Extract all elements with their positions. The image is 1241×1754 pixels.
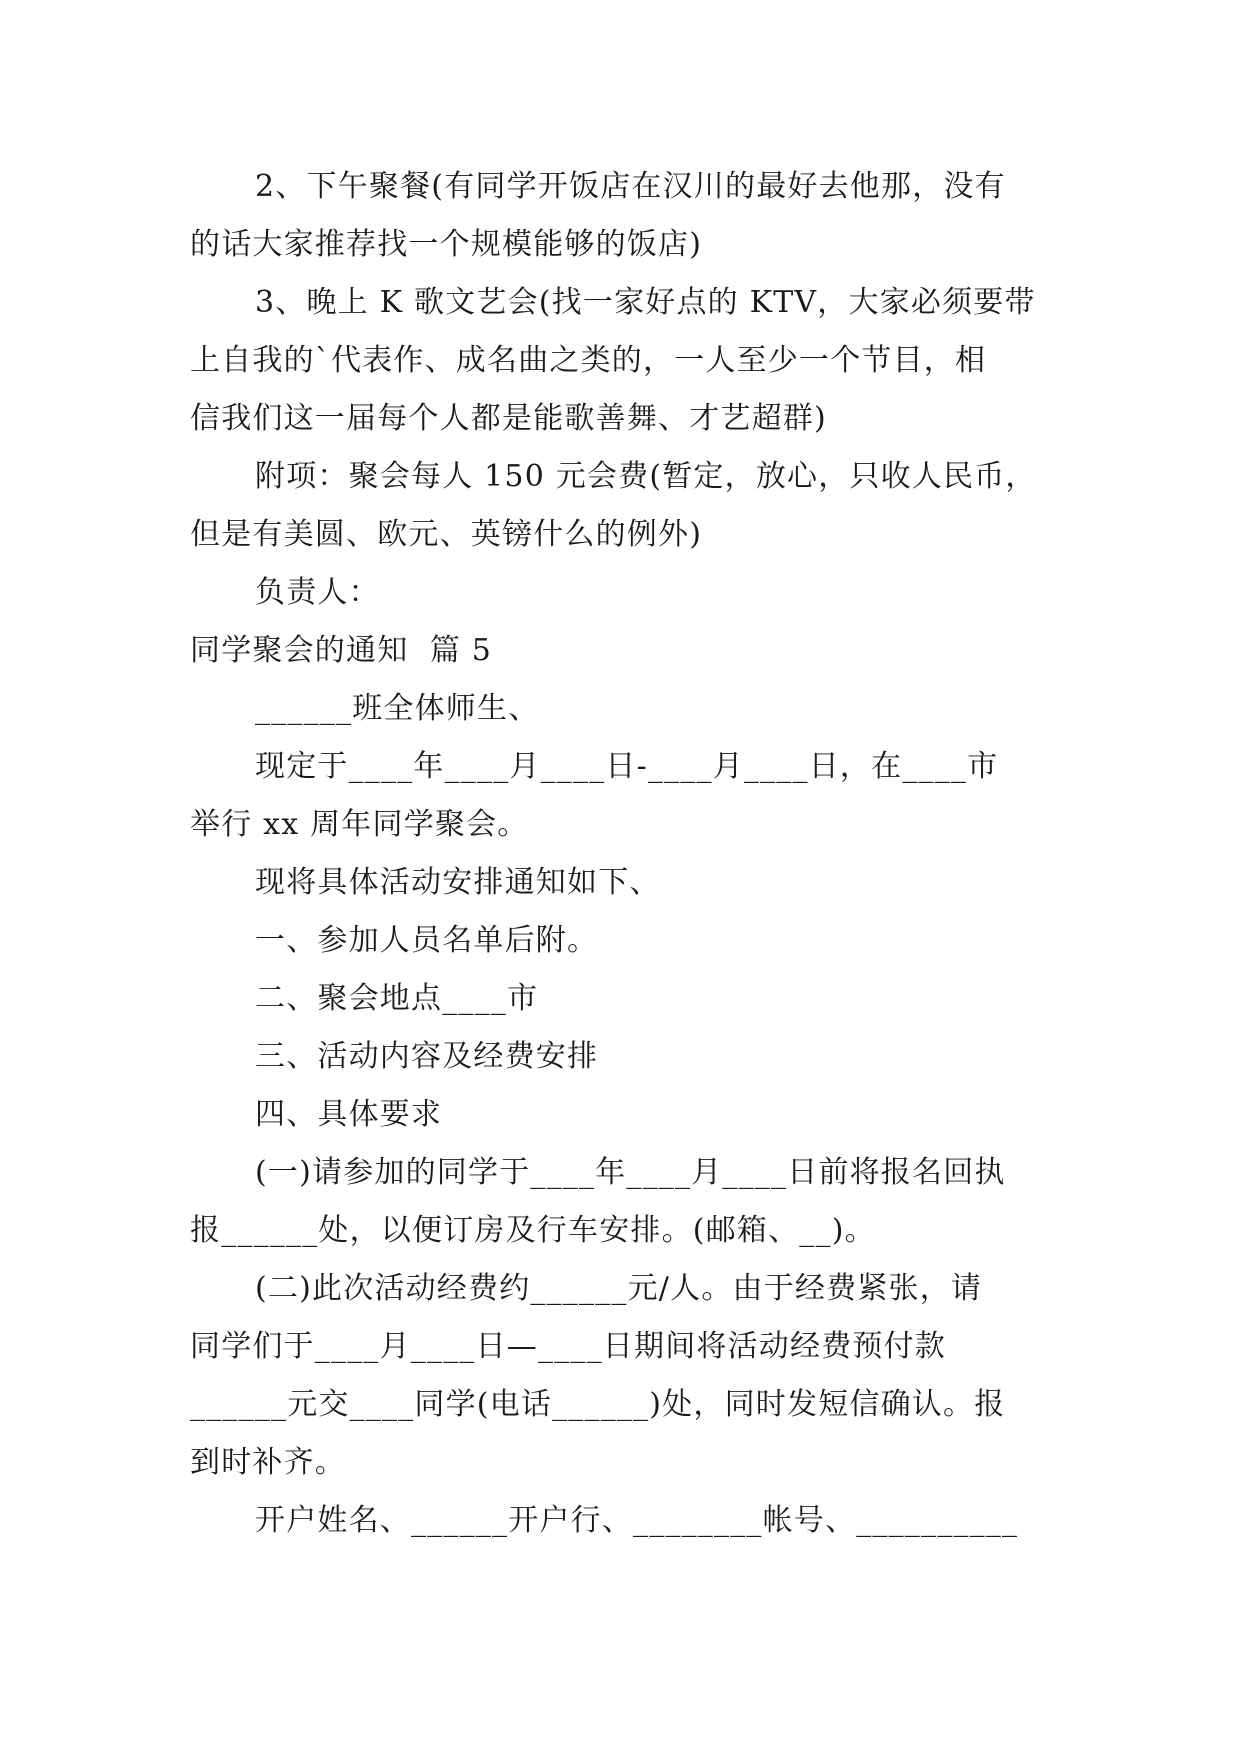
paragraph-line: 同学们于____月____日—____日期间将活动经费预付款 <box>190 1329 946 1364</box>
paragraph-line: 2、下午聚餐(有同学开饭店在汉川的最好去他那，没有 <box>255 169 1006 204</box>
paragraph-line: 但是有美圆、欧元、英镑什么的例外) <box>190 517 703 552</box>
paragraph-line: (一)请参加的同学于____年____月____日前将报名回执 <box>255 1155 1006 1190</box>
list-item: 四、具体要求 <box>255 1097 443 1132</box>
paragraph-line: 现定于____年____月____日-____月____日，在____市 <box>255 749 999 784</box>
paragraph-line: 开户姓名、______开户行、________帐号、__________ <box>255 1503 1019 1538</box>
list-item: 一、参加人员名单后附。 <box>255 923 599 958</box>
paragraph-line: ______元交____同学(电话______)处，同时发短信确认。报 <box>190 1387 1006 1422</box>
list-item: 二、聚会地点____市 <box>255 981 539 1016</box>
paragraph-line: 到时补齐。 <box>190 1445 346 1480</box>
paragraph-line: 的话大家推荐找一个规模能够的饭店) <box>190 227 703 262</box>
paragraph-line: 报______处，以便订房及行车安排。(邮箱、__)。 <box>190 1213 876 1248</box>
paragraph-line: 信我们这一届每个人都是能歌善舞、才艺超群) <box>190 401 827 436</box>
paragraph-line: 举行 xx 周年同学聚会。 <box>190 807 529 842</box>
paragraph-line: 3、晚上 K 歌文艺会(找一家好点的 KTV，大家必须要带 <box>255 285 1036 320</box>
section-heading: 同学聚会的通知 篇 5 <box>190 633 493 668</box>
paragraph-line: 上自我的`代表作、成名曲之类的，一人至少一个节目，相 <box>190 343 987 378</box>
paragraph-line: 附项：聚会每人 150 元会费(暂定，放心，只收人民币， <box>255 459 1037 494</box>
list-item: 三、活动内容及经费安排 <box>255 1039 599 1074</box>
paragraph-line: ______班全体师生、 <box>255 691 540 726</box>
paragraph-line: 现将具体活动安排通知如下、 <box>255 865 661 900</box>
paragraph-line: (二)此次活动经费约______元/人。由于经费紧张，请 <box>255 1271 983 1306</box>
document-body <box>190 158 1050 1550</box>
paragraph-line: 负责人： <box>255 575 380 610</box>
